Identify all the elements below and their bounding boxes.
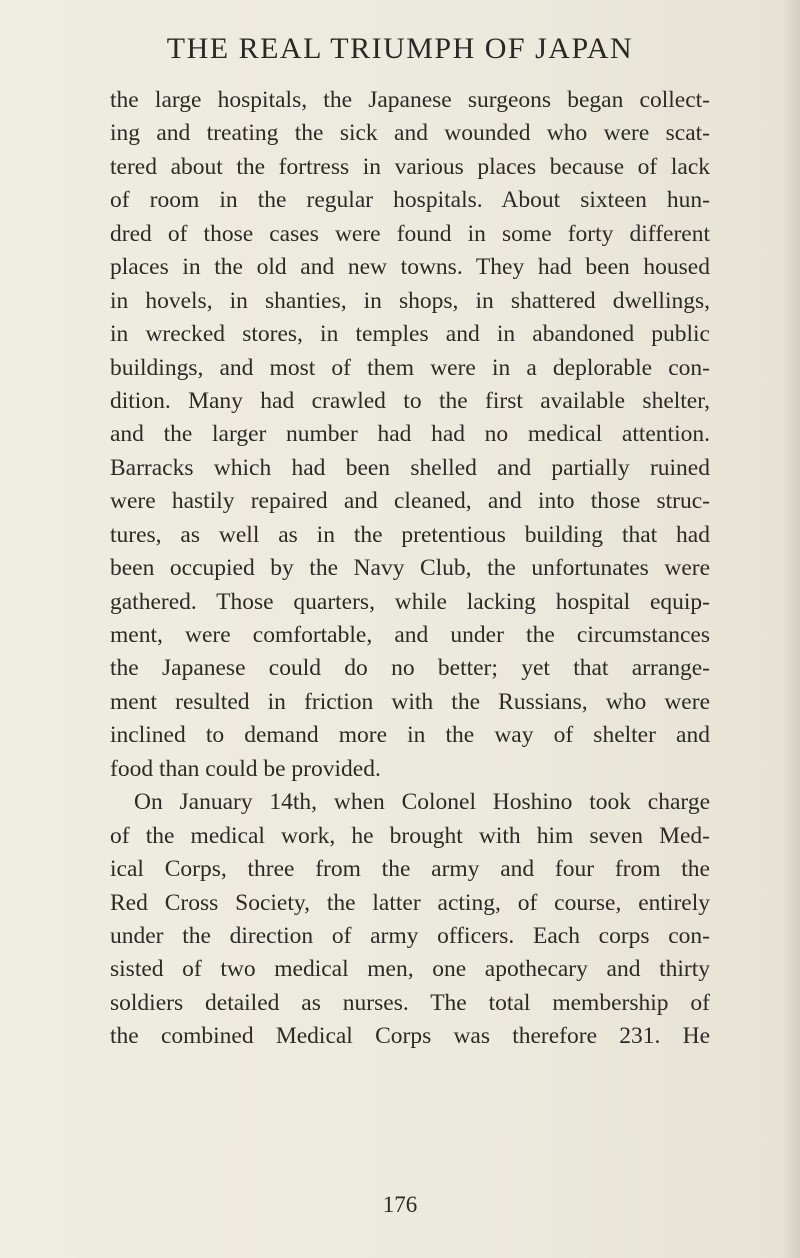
text-line: of room in the regular hospitals. About sixteen hun- <box>110 187 710 214</box>
page-edge-shadow <box>782 0 800 1258</box>
text-line: gathered. Those quarters, while lacking hospital equip- <box>110 588 710 615</box>
text-line: of the medical work, he brought with him seven Med- <box>110 822 710 849</box>
text-line: dition. Many had crawled to the first available shelter, <box>110 387 710 414</box>
text-line: the large hospitals, the Japanese surgeons began collect- <box>110 87 710 113</box>
text-line: ing and treating the sick and wounded who were scat- <box>110 120 710 147</box>
text-line: Barracks which had been shelled and partially ruined <box>110 454 710 481</box>
text-line: ment resulted in friction with the Russians, who were <box>110 688 710 715</box>
text-line: sisted of two medical men, one apothecary and thirty <box>110 956 710 983</box>
text-line: soldiers detailed as nurses. The total membership of <box>110 989 710 1016</box>
text-line: dred of those cases were found in some forty different <box>110 220 710 247</box>
text-line: tures, as well as in the pretentious building that had <box>110 521 710 548</box>
text-line: the Japanese could do no better; yet that arrange- <box>110 655 710 682</box>
paragraph-start-line: On January 14th, when Colonel Hoshino took charge <box>134 789 710 816</box>
text-line: Red Cross Society, the latter acting, of course, entirely <box>110 889 710 916</box>
text-line: ment, were comfortable, and under the circumstances <box>110 622 710 648</box>
text-line: and the larger number had had no medical attention. <box>110 421 710 448</box>
body-text <box>110 84 710 1054</box>
text-line: the combined Medical Corps was therefore 231. He <box>110 1023 710 1050</box>
text-line: in wrecked stores, in temples and in abandoned public <box>110 321 710 348</box>
text-line: places in the old and new towns. They had been housed <box>110 254 710 281</box>
running-head: THE REAL TRIUMPH OF JAPAN <box>166 32 634 65</box>
text-line: been occupied by the Navy Club, the unfortunates were <box>110 555 710 582</box>
text-line: ical Corps, three from the army and four from the <box>110 856 710 883</box>
text-line: under the direction of army officers. Each corps con- <box>110 922 710 949</box>
text-line: buildings, and most of them were in a deplorable con- <box>110 354 710 381</box>
text-line: inclined to demand more in the way of shelter and <box>110 722 710 749</box>
text-line: were hastily repaired and cleaned, and into those struc- <box>110 488 710 515</box>
page-number: 176 <box>382 1192 418 1217</box>
text-line: tered about the fortress in various places because of lack <box>110 153 710 180</box>
paragraph-end-line: food than could be provided. <box>110 755 381 782</box>
text-line: in hovels, in shanties, in shops, in shattered dwellings, <box>110 287 710 314</box>
